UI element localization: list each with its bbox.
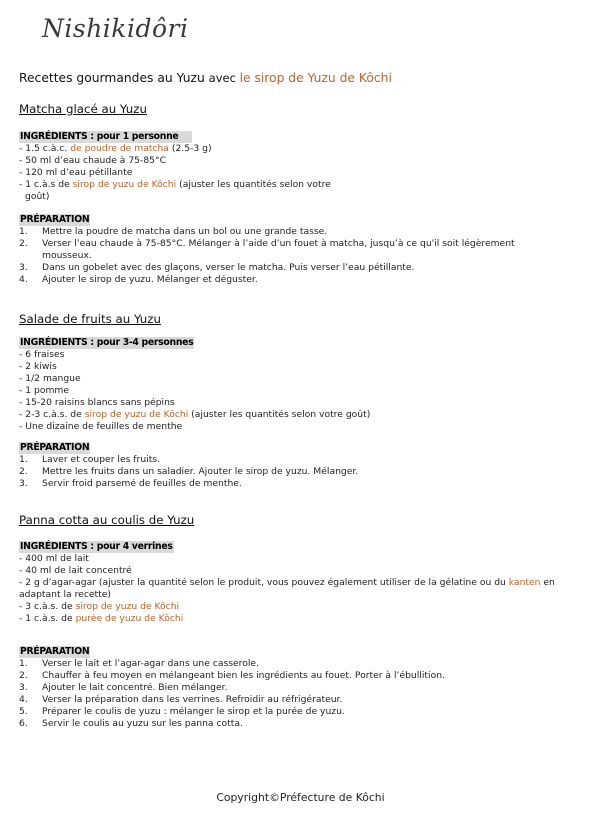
preparation-heading: PRÉPARATION bbox=[20, 214, 90, 225]
step-item: 2. Mettre les fruits dans un saladier. Ajouter le sirop de yuzu. Mélanger. bbox=[19, 466, 359, 477]
ingredient-item: - 1 pomme bbox=[19, 385, 70, 396]
title-main: Recettes gourmandes au Yuzu bbox=[19, 71, 209, 85]
ingredient-item: - 15-20 raisins blancs sans pépins bbox=[19, 397, 175, 408]
ingredient-item-continuation: goût) bbox=[25, 191, 50, 202]
preparation-heading: PRÉPARATION bbox=[20, 646, 90, 657]
recipe-title-panna-cotta: Panna cotta au coulis de Yuzu bbox=[19, 513, 195, 527]
ingredient-link[interactable]: kanten bbox=[508, 577, 541, 588]
ingredient-link[interactable]: de poudre de matcha bbox=[70, 143, 169, 154]
ingredient-item: - 1/2 mangue bbox=[19, 373, 81, 384]
title-avec: avec bbox=[208, 71, 240, 85]
ingredient-item: - 2 kiwis bbox=[19, 361, 57, 372]
step-item: 3. Servir froid parsemé de feuilles de menthe. bbox=[19, 478, 242, 489]
ingredient-item: - 40 ml de lait concentré bbox=[19, 565, 132, 576]
ingredient-item: - Une dizaine de feuilles de menthe bbox=[19, 421, 183, 432]
preparation-steps bbox=[19, 454, 539, 490]
ingredient-link[interactable]: purée de yuzu de Kôchi bbox=[75, 613, 184, 624]
step-item: 2. Verser l’eau chaude à 75-85°C. Mélanger à l’aide d’un fouet à matcha, jusqu’à ce qu'il soit légèrement mousseux. bbox=[19, 238, 515, 261]
logo: Nishikidôri bbox=[42, 14, 189, 43]
ingredient-item: - 1 c.à.s. de purée de yuzu de Kôchi bbox=[19, 613, 184, 624]
preparation-steps bbox=[19, 658, 559, 730]
document-title bbox=[19, 71, 392, 85]
step-item: 3. Ajouter le lait concentré. Bien mélanger. bbox=[19, 682, 228, 693]
ingredient-item: - 6 fraises bbox=[19, 349, 65, 360]
ingredients-heading: INGRÉDIENTS : pour 4 verrines bbox=[20, 541, 173, 552]
ingredient-link[interactable]: sirop de yuzu de Kôchi bbox=[75, 601, 180, 612]
preparation-heading: PRÉPARATION bbox=[20, 442, 90, 453]
preparation-steps bbox=[19, 226, 539, 286]
syrup-link[interactable]: le sirop de Yuzu de Kôchi bbox=[239, 71, 392, 85]
ingredients-list bbox=[19, 143, 331, 203]
ingredients-list bbox=[19, 349, 370, 433]
ingredient-item: - 400 ml de lait bbox=[19, 553, 89, 564]
step-item: 1. Mettre la poudre de matcha dans un bol ou une grande tasse. bbox=[19, 226, 328, 237]
ingredient-item: - 2-3 c.à.s. de sirop de yuzu de Kôchi (ajuster les quantités selon votre goût) bbox=[19, 409, 371, 420]
ingredients-heading: INGRÉDIENTS : pour 3-4 personnes bbox=[20, 337, 194, 348]
step-item: 5. Préparer le coulis de yuzu : mélanger le sirop et la purée de yuzu. bbox=[19, 706, 345, 717]
ingredient-item: - 3 c.à.s. de sirop de yuzu de Kôchi bbox=[19, 601, 180, 612]
step-item: 4. Ajouter le sirop de yuzu. Mélanger et déguster. bbox=[19, 274, 258, 285]
step-item: 2. Chauffer à feu moyen en mélangeant bien les ingrédients au fouet. Porter à l’ébullition. bbox=[19, 670, 445, 681]
step-item: 3. Dans un gobelet avec des glaçons, verser le matcha. Puis verser l’eau pétillante. bbox=[19, 262, 415, 273]
ingredient-link[interactable]: sirop de yuzu de Kôchi bbox=[72, 179, 177, 190]
ingredient-link[interactable]: sirop de yuzu de Kôchi bbox=[84, 409, 189, 420]
ingredient-item: - 50 ml d’eau chaude à 75-85°C bbox=[19, 155, 167, 166]
step-item: 1. Laver et couper les fruits. bbox=[19, 454, 160, 465]
step-item: 4. Verser la préparation dans les verrines. Refroidir au réfrigérateur. bbox=[19, 694, 343, 705]
ingredients-heading: INGRÉDIENTS : pour 1 personne bbox=[19, 131, 192, 143]
ingredient-item: - 2 g d’agar-agar (ajuster la quantité selon le produit, vous pouvez également utiliser de la gélatine ou du kanten en adaptant la recette) bbox=[19, 577, 555, 600]
recipe-title-matcha: Matcha glacé au Yuzu bbox=[19, 102, 147, 116]
recipe-title-salade: Salade de fruits au Yuzu bbox=[19, 312, 161, 326]
ingredient-item: - 120 ml d’eau pétillante bbox=[19, 167, 133, 178]
step-item: 6. Servir le coulis au yuzu sur les panna cotta. bbox=[19, 718, 243, 729]
ingredient-item: - 1.5 c.à.c. de poudre de matcha (2.5-3 g) bbox=[19, 143, 212, 154]
copyright-footer: Copyright©Préfecture de Kôchi bbox=[216, 791, 385, 804]
ingredient-item: - 1 c.à.s de sirop de yuzu de Kôchi (ajuster les quantités selon votre bbox=[19, 179, 331, 190]
step-item: 1. Verser le lait et l’agar-agar dans une casserole. bbox=[19, 658, 259, 669]
ingredients-list bbox=[19, 553, 584, 625]
